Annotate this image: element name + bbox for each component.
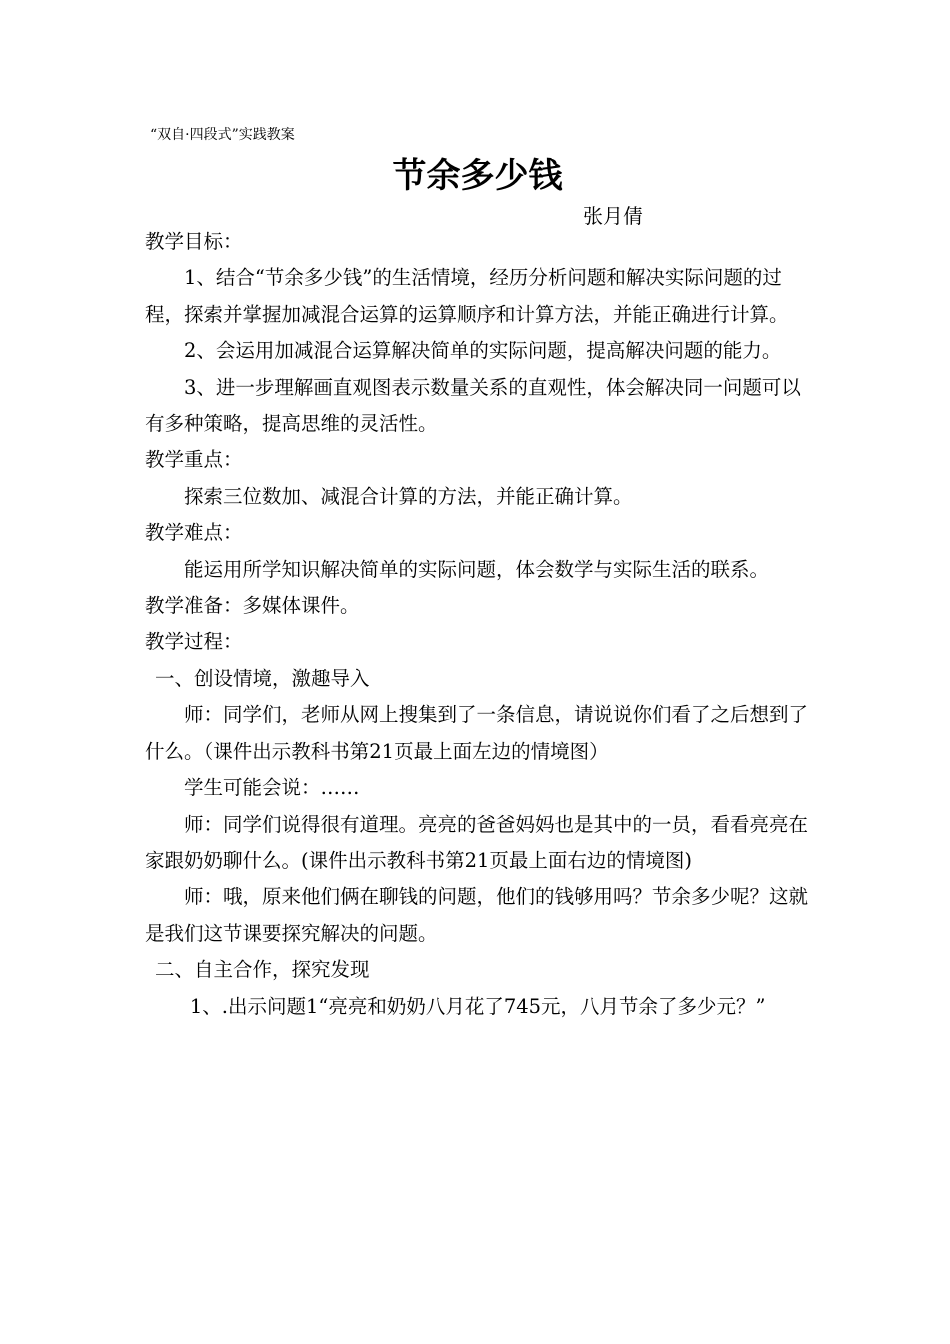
author-name: 张月倩	[583, 204, 643, 228]
key-points-paragraph: 探索三位数加、减混合计算的方法，并能正确计算。	[184, 484, 633, 508]
document-body	[145, 224, 810, 1025]
objective-paragraph-2: 2、会运用加减混合运算解决简单的实际问题，提高解决问题的能力。	[184, 339, 782, 363]
objective-paragraph-3: 3、进一步理解画直观图表示数量关系的直观性，体会解决同一问题可以有多种策略，提高思维的灵活性。	[145, 375, 801, 436]
header-note: “双自·四段式”实践教案	[150, 127, 295, 143]
section-heading-process: 教学过程：	[145, 630, 243, 654]
process-paragraph-3: 师：同学们说得很有道理。亮亮的爸爸妈妈也是其中的一员，看看亮亮在家跟奶奶聊什么。(课件出示教科书第21页最上面右边的情境图)	[145, 812, 809, 872]
difficulties-paragraph: 能运用所学知识解决简单的实际问题，体会数学与实际生活的联系。	[184, 557, 770, 581]
section-preparation: 教学准备：多媒体课件。	[145, 594, 360, 618]
objective-paragraph-1: 1、结合“节余多少钱”的生活情境，经历分析问题和解决实际问题的过程，探索并掌握加减混合运算的运算顺序和计算方法，并能正确进行计算。	[145, 266, 789, 326]
page-title: 节余多少钱	[392, 156, 563, 196]
section-heading-key-points: 教学重点：	[145, 448, 243, 472]
process-paragraph-2: 学生可能会说：……	[184, 776, 360, 800]
process-paragraph-1: 师：同学们，老师从网上搜集到了一条信息，请说说你们看了之后想到了什么。（课件出示教科书第21页最上面左边的情境图）	[145, 703, 809, 763]
process-paragraph-4: 师：哦，原来他们俩在聊钱的问题，他们的钱够用吗？节余多少呢？这就是我们这节课要探究解决的问题。	[145, 885, 809, 945]
section-heading-difficulties: 教学难点：	[145, 521, 243, 545]
process-paragraph-5: 1、.出示问题1“亮亮和奶奶八月花了745元，八月节余了多少元？”	[189, 994, 766, 1018]
process-step-heading-2: 二、自主合作，探究发现	[155, 958, 370, 982]
process-step-heading-1: 一、创设情境，激趣导入	[155, 666, 370, 690]
section-heading-objectives: 教学目标：	[145, 230, 243, 253]
